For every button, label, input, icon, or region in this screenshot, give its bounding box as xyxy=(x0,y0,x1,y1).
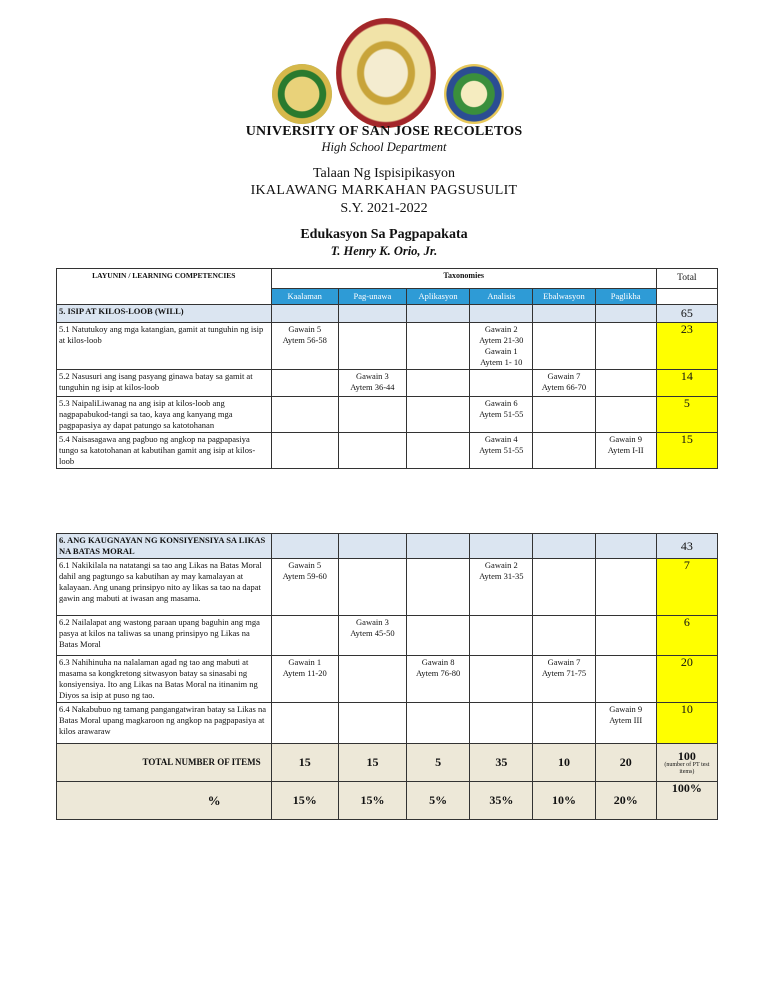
row-total: 15 xyxy=(656,433,717,469)
row-total: 5 xyxy=(656,397,717,433)
tax-analisis: Analisis xyxy=(470,289,533,305)
taxonomy-cell xyxy=(595,370,656,397)
taxonomy-cell xyxy=(407,370,470,397)
taxonomy-cell: Gawain 2 Aytem 31-35 xyxy=(470,559,533,616)
competency-text: 5.3 NaipaliLiwanag na ang isip at kilos-loob ang nagpapabukod-tangi sa tao, kaya ang kanyang mga pagpapasiya ay dapat patungo sa katotohanan xyxy=(57,397,272,433)
grand-total-note: (number of PT test items) xyxy=(664,761,710,775)
competency-row xyxy=(57,559,718,616)
taxonomy-cell xyxy=(595,323,656,370)
taxonomy-cell xyxy=(533,397,595,433)
competency-row xyxy=(57,397,718,433)
competency-row xyxy=(57,433,718,469)
grand-total-cell xyxy=(656,744,717,782)
taxonomy-cell: Gawain 7 Aytem 71-75 xyxy=(533,656,595,703)
competency-row xyxy=(57,703,718,744)
taxonomy-cell xyxy=(407,559,470,616)
right-seal-logo xyxy=(444,64,504,124)
competency-row xyxy=(57,370,718,397)
competency-text: 5.1 Natutukoy ang mga katangian, gamit at tunguhin ng isip at kilos-loob xyxy=(57,323,272,370)
pct-total: 100% xyxy=(656,782,717,820)
exam-title: IKALAWANG MARKAHAN PAGSUSULIT xyxy=(250,183,518,198)
taxonomy-cell xyxy=(595,397,656,433)
taxonomy-cell: Gawain 3 Aytem 45-50 xyxy=(338,616,406,656)
taxonomy-cell: Gawain 1 Aytem 11-20 xyxy=(271,656,338,703)
total-items-label: TOTAL NUMBER OF ITEMS xyxy=(57,744,272,782)
taxonomy-cell xyxy=(271,397,338,433)
section-6-total: 43 xyxy=(656,534,717,559)
subject-name: Edukasyon Sa Pagpapakata xyxy=(300,227,468,242)
competency-text: 6.3 Nahihinuha na nalalaman agad ng tao ang mabuti at masama sa kongkretong sitwasyon batay sa sinasabi ng konsiyensiya. Ito ang Likas na Batas Moral na itinanim ng Diyos sa isip at puso ng tao. xyxy=(57,656,272,703)
taxonomy-cell xyxy=(470,656,533,703)
taxonomy-cell xyxy=(470,370,533,397)
pct-aplikasyon: 5% xyxy=(407,782,470,820)
row-total: 6 xyxy=(656,616,717,656)
total-kaalaman: 15 xyxy=(271,744,338,782)
competency-text: 5.2 Nasusuri ang isang pasyang ginawa batay sa gamit at tunguhin ng isip at kilos-loob xyxy=(57,370,272,397)
taxonomy-cell xyxy=(338,323,406,370)
taxonomy-cell xyxy=(595,656,656,703)
pct-analisis: 35% xyxy=(470,782,533,820)
teacher-name: T. Henry K. Orio, Jr. xyxy=(330,244,438,258)
department-name: High School Department xyxy=(321,140,447,154)
pct-ebalwasyon: 10% xyxy=(533,782,595,820)
total-ebalwasyon: 10 xyxy=(533,744,595,782)
taxonomy-cell xyxy=(470,616,533,656)
grand-total: 100 xyxy=(677,748,696,763)
row-total: 20 xyxy=(656,656,717,703)
taxonomy-cell: Gawain 9 Aytem I-II xyxy=(595,433,656,469)
taxonomy-cell xyxy=(338,559,406,616)
taxonomy-cell xyxy=(271,703,338,744)
taxonomy-cell xyxy=(407,703,470,744)
taxonomy-cell xyxy=(407,616,470,656)
competency-row xyxy=(57,323,718,370)
taxonomy-cell xyxy=(271,433,338,469)
taxonomy-cell xyxy=(338,433,406,469)
left-seal-logo xyxy=(272,64,332,124)
percent-label: % xyxy=(57,782,272,820)
total-pag-unawa: 15 xyxy=(338,744,406,782)
document-title: Talaan Ng Ispisipikasyon xyxy=(312,166,456,181)
row-total: 7 xyxy=(656,559,717,616)
taxonomy-cell xyxy=(533,323,595,370)
competency-row xyxy=(57,656,718,703)
row-total: 23 xyxy=(656,323,717,370)
taxonomy-cell xyxy=(533,703,595,744)
pct-kaalaman: 15% xyxy=(271,782,338,820)
taxonomy-cell: Gawain 6 Aytem 51-55 xyxy=(470,397,533,433)
total-header: Total xyxy=(656,269,717,289)
university-seal-logo xyxy=(336,18,436,128)
taxonomies-header: Taxonomies xyxy=(271,269,656,289)
tos-table-section5 xyxy=(56,268,718,469)
taxonomy-cell: Gawain 5 Aytem 56-58 xyxy=(271,323,338,370)
taxonomy-cell xyxy=(271,370,338,397)
competency-text: 6.1 Nakikilala na natatangi sa tao ang Likas na Batas Moral dahil ang pagtungo sa kabutihan ay may kamalayan at kalayaan. Ang unang prinsipyo nito ay likas sa tao na dapat gawin ang mabuti at iwasan ang masama. xyxy=(57,559,272,616)
section-6-title: 6. ANG KAUGNAYAN NG KONSIYENSIYA SA LIKAS NA BATAS MORAL xyxy=(57,534,272,559)
taxonomy-cell xyxy=(533,559,595,616)
tax-aplikasyon: Aplikasyon xyxy=(407,289,470,305)
section-5-title: 5. ISIP AT KILOS-LOOB (WILL) xyxy=(57,305,272,323)
pct-pag-unawa: 15% xyxy=(338,782,406,820)
competency-text: 6.4 Nakabubuo ng tamang pangangatwiran batay sa Likas na Batas Moral upang magkaroon ng angkop na pagpapasiya at kilos arawaraw xyxy=(57,703,272,744)
taxonomy-cell xyxy=(533,616,595,656)
taxonomy-cell: Gawain 4 Aytem 51-55 xyxy=(470,433,533,469)
tax-ebalwasyon: Ebalwasyon xyxy=(533,289,595,305)
taxonomy-cell: Gawain 7 Aytem 66-70 xyxy=(533,370,595,397)
taxonomy-cell xyxy=(470,703,533,744)
competencies-header: LAYUNIN / LEARNING COMPETENCIES xyxy=(57,269,272,305)
competency-text: 6.2 Nailalapat ang wastong paraan upang baguhin ang mga pasya at kilos na taliwas sa unang prinsipyo ng Likas na Batas Moral xyxy=(57,616,272,656)
tax-pag-unawa: Pag-unawa xyxy=(338,289,406,305)
tax-paglikha: Paglikha xyxy=(595,289,656,305)
taxonomy-cell: Gawain 5 Aytem 59-60 xyxy=(271,559,338,616)
university-name: UNIVERSITY OF SAN JOSE RECOLETOS xyxy=(245,124,523,139)
logo-banner xyxy=(0,16,768,128)
row-total: 10 xyxy=(656,703,717,744)
taxonomy-cell: Gawain 8 Aytem 76-80 xyxy=(407,656,470,703)
competency-text: 5.4 Naisasagawa ang pagbuo ng angkop na pagpapasiya tungo sa katotohanan at kabutihan gamit ang isip at kilos-loob xyxy=(57,433,272,469)
section-5-total: 65 xyxy=(656,305,717,323)
taxonomy-cell xyxy=(338,703,406,744)
taxonomy-cell xyxy=(407,323,470,370)
pct-paglikha: 20% xyxy=(595,782,656,820)
taxonomy-cell: Gawain 3 Aytem 36-44 xyxy=(338,370,406,397)
total-analisis: 35 xyxy=(470,744,533,782)
total-aplikasyon: 5 xyxy=(407,744,470,782)
total-paglikha: 20 xyxy=(595,744,656,782)
tax-kaalaman: Kaalaman xyxy=(271,289,338,305)
school-year: S.Y. 2021-2022 xyxy=(340,201,428,216)
tos-table-section6 xyxy=(56,533,718,820)
taxonomy-cell xyxy=(407,433,470,469)
row-total: 14 xyxy=(656,370,717,397)
taxonomy-cell xyxy=(533,433,595,469)
competency-row xyxy=(57,616,718,656)
taxonomy-cell xyxy=(338,397,406,433)
taxonomy-cell xyxy=(407,397,470,433)
taxonomy-cell: Gawain 9 Aytem III xyxy=(595,703,656,744)
taxonomy-cell xyxy=(271,616,338,656)
taxonomy-cell xyxy=(338,656,406,703)
taxonomy-cell xyxy=(595,616,656,656)
taxonomy-cell: Gawain 2 Aytem 21-30 Gawain 1 Aytem 1- 10 xyxy=(470,323,533,370)
taxonomy-cell xyxy=(595,559,656,616)
